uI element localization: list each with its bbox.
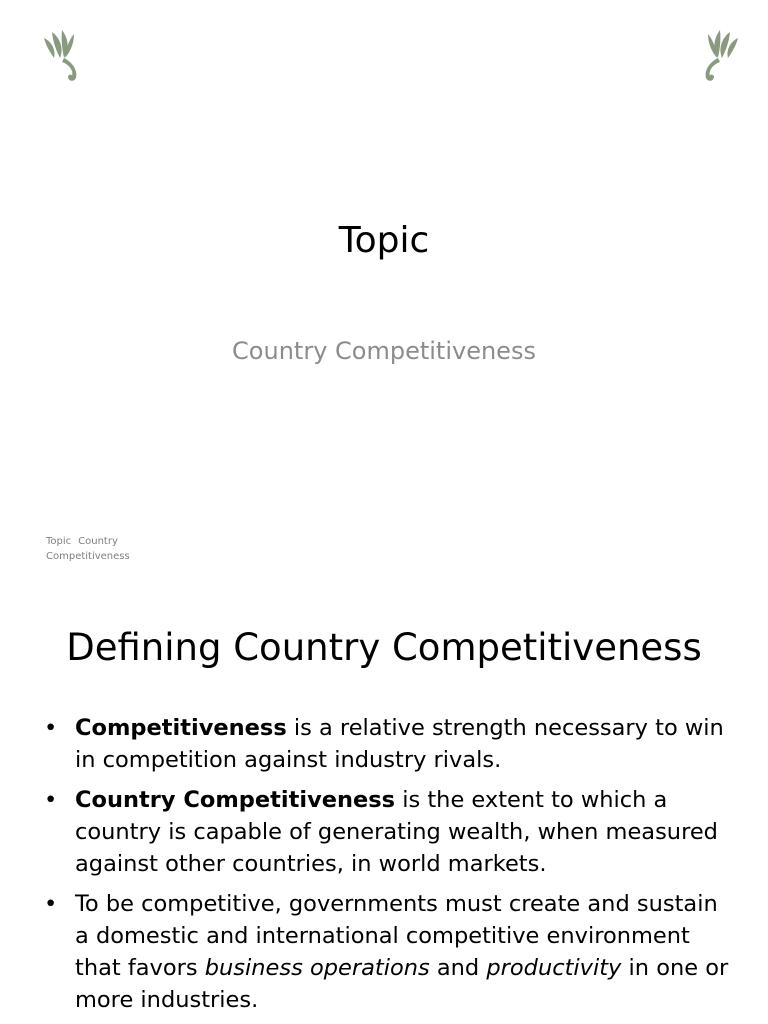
bullet-text: is a relative strength necessary to win in competition against industry rivals. [75, 715, 724, 773]
bullet-item [44, 888, 734, 1016]
bullet-text: and [429, 955, 487, 981]
slide-title: Topic [338, 220, 430, 261]
bullet-text: is the extent to which a country is capable of generating wealth, when measured against other countries, in world markets. [75, 787, 718, 877]
slide-subtitle: Country Competitiveness [232, 337, 536, 365]
bullet-item [44, 712, 734, 776]
bullet-term: Country Competitiveness [75, 787, 396, 813]
footer-text-line2: Competitiveness [46, 551, 130, 562]
leaf-flourish-icon [692, 28, 744, 86]
section-title: Defining Country Competitiveness [66, 626, 702, 669]
bullet-text: in one or more industries. [75, 955, 729, 1013]
bullet-text: To be competitive, governments must create and sustain a domestic and international competitive environment that favors [75, 891, 718, 981]
bullet-emphasis: productivity [486, 955, 622, 981]
bullet-item [44, 784, 734, 880]
slide-footer [46, 534, 166, 564]
bullet-list [44, 712, 734, 1024]
footer-label: Topic [46, 536, 72, 547]
bullet-term: Competitiveness [75, 715, 287, 741]
bullet-emphasis: business operations [204, 955, 430, 981]
footer-text-line1: Country [78, 536, 118, 547]
leaf-flourish-icon [38, 28, 90, 86]
